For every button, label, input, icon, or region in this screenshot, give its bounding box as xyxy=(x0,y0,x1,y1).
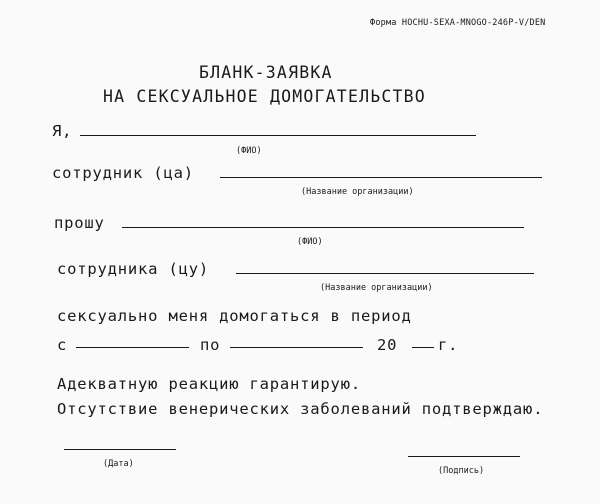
form-title-line-2: НА СЕКСУАЛЬНОЕ ДОМОГАТЕЛЬСТВО xyxy=(103,87,426,106)
statement-health: Отсутствие венерических заболеваний подтверждаю. xyxy=(57,400,544,418)
date-caption: (Дата) xyxy=(103,459,134,469)
target-employee-label: сотрудника (цу) xyxy=(57,260,209,278)
request-label: прошу xyxy=(54,214,105,232)
signature-caption: (Подпись) xyxy=(438,466,485,476)
name-field[interactable] xyxy=(80,135,476,136)
name-caption: (ФИО) xyxy=(236,146,262,156)
statement-reaction: Адекватную реакцию гарантирую. xyxy=(57,375,361,393)
period-to-label: по xyxy=(200,336,221,354)
period-to-field[interactable] xyxy=(230,347,363,348)
ya-label: Я, xyxy=(52,122,73,140)
organization-caption: (Название организации) xyxy=(301,187,414,197)
target-organization-field[interactable] xyxy=(236,273,534,274)
period-from-label: с xyxy=(57,336,68,354)
form-code: Форма HOCHU-SEXA-MNOGO-246P-V/DEN xyxy=(370,18,546,28)
target-organization-caption: (Название организации) xyxy=(320,283,433,293)
year-prefix: 20 xyxy=(377,336,398,354)
organization-field[interactable] xyxy=(220,177,542,178)
period-from-field[interactable] xyxy=(76,347,189,348)
signature-field[interactable] xyxy=(408,456,520,457)
year-field[interactable] xyxy=(412,347,434,348)
date-field[interactable] xyxy=(64,449,176,450)
target-name-field[interactable] xyxy=(122,227,524,228)
year-suffix: г. xyxy=(438,336,459,354)
target-name-caption: (ФИО) xyxy=(297,237,323,247)
form-title-line-1: БЛАНК-ЗАЯВКА xyxy=(199,63,333,82)
employee-label: сотрудник (ца) xyxy=(52,164,194,182)
period-text: сексуально меня домогаться в период xyxy=(57,307,412,325)
